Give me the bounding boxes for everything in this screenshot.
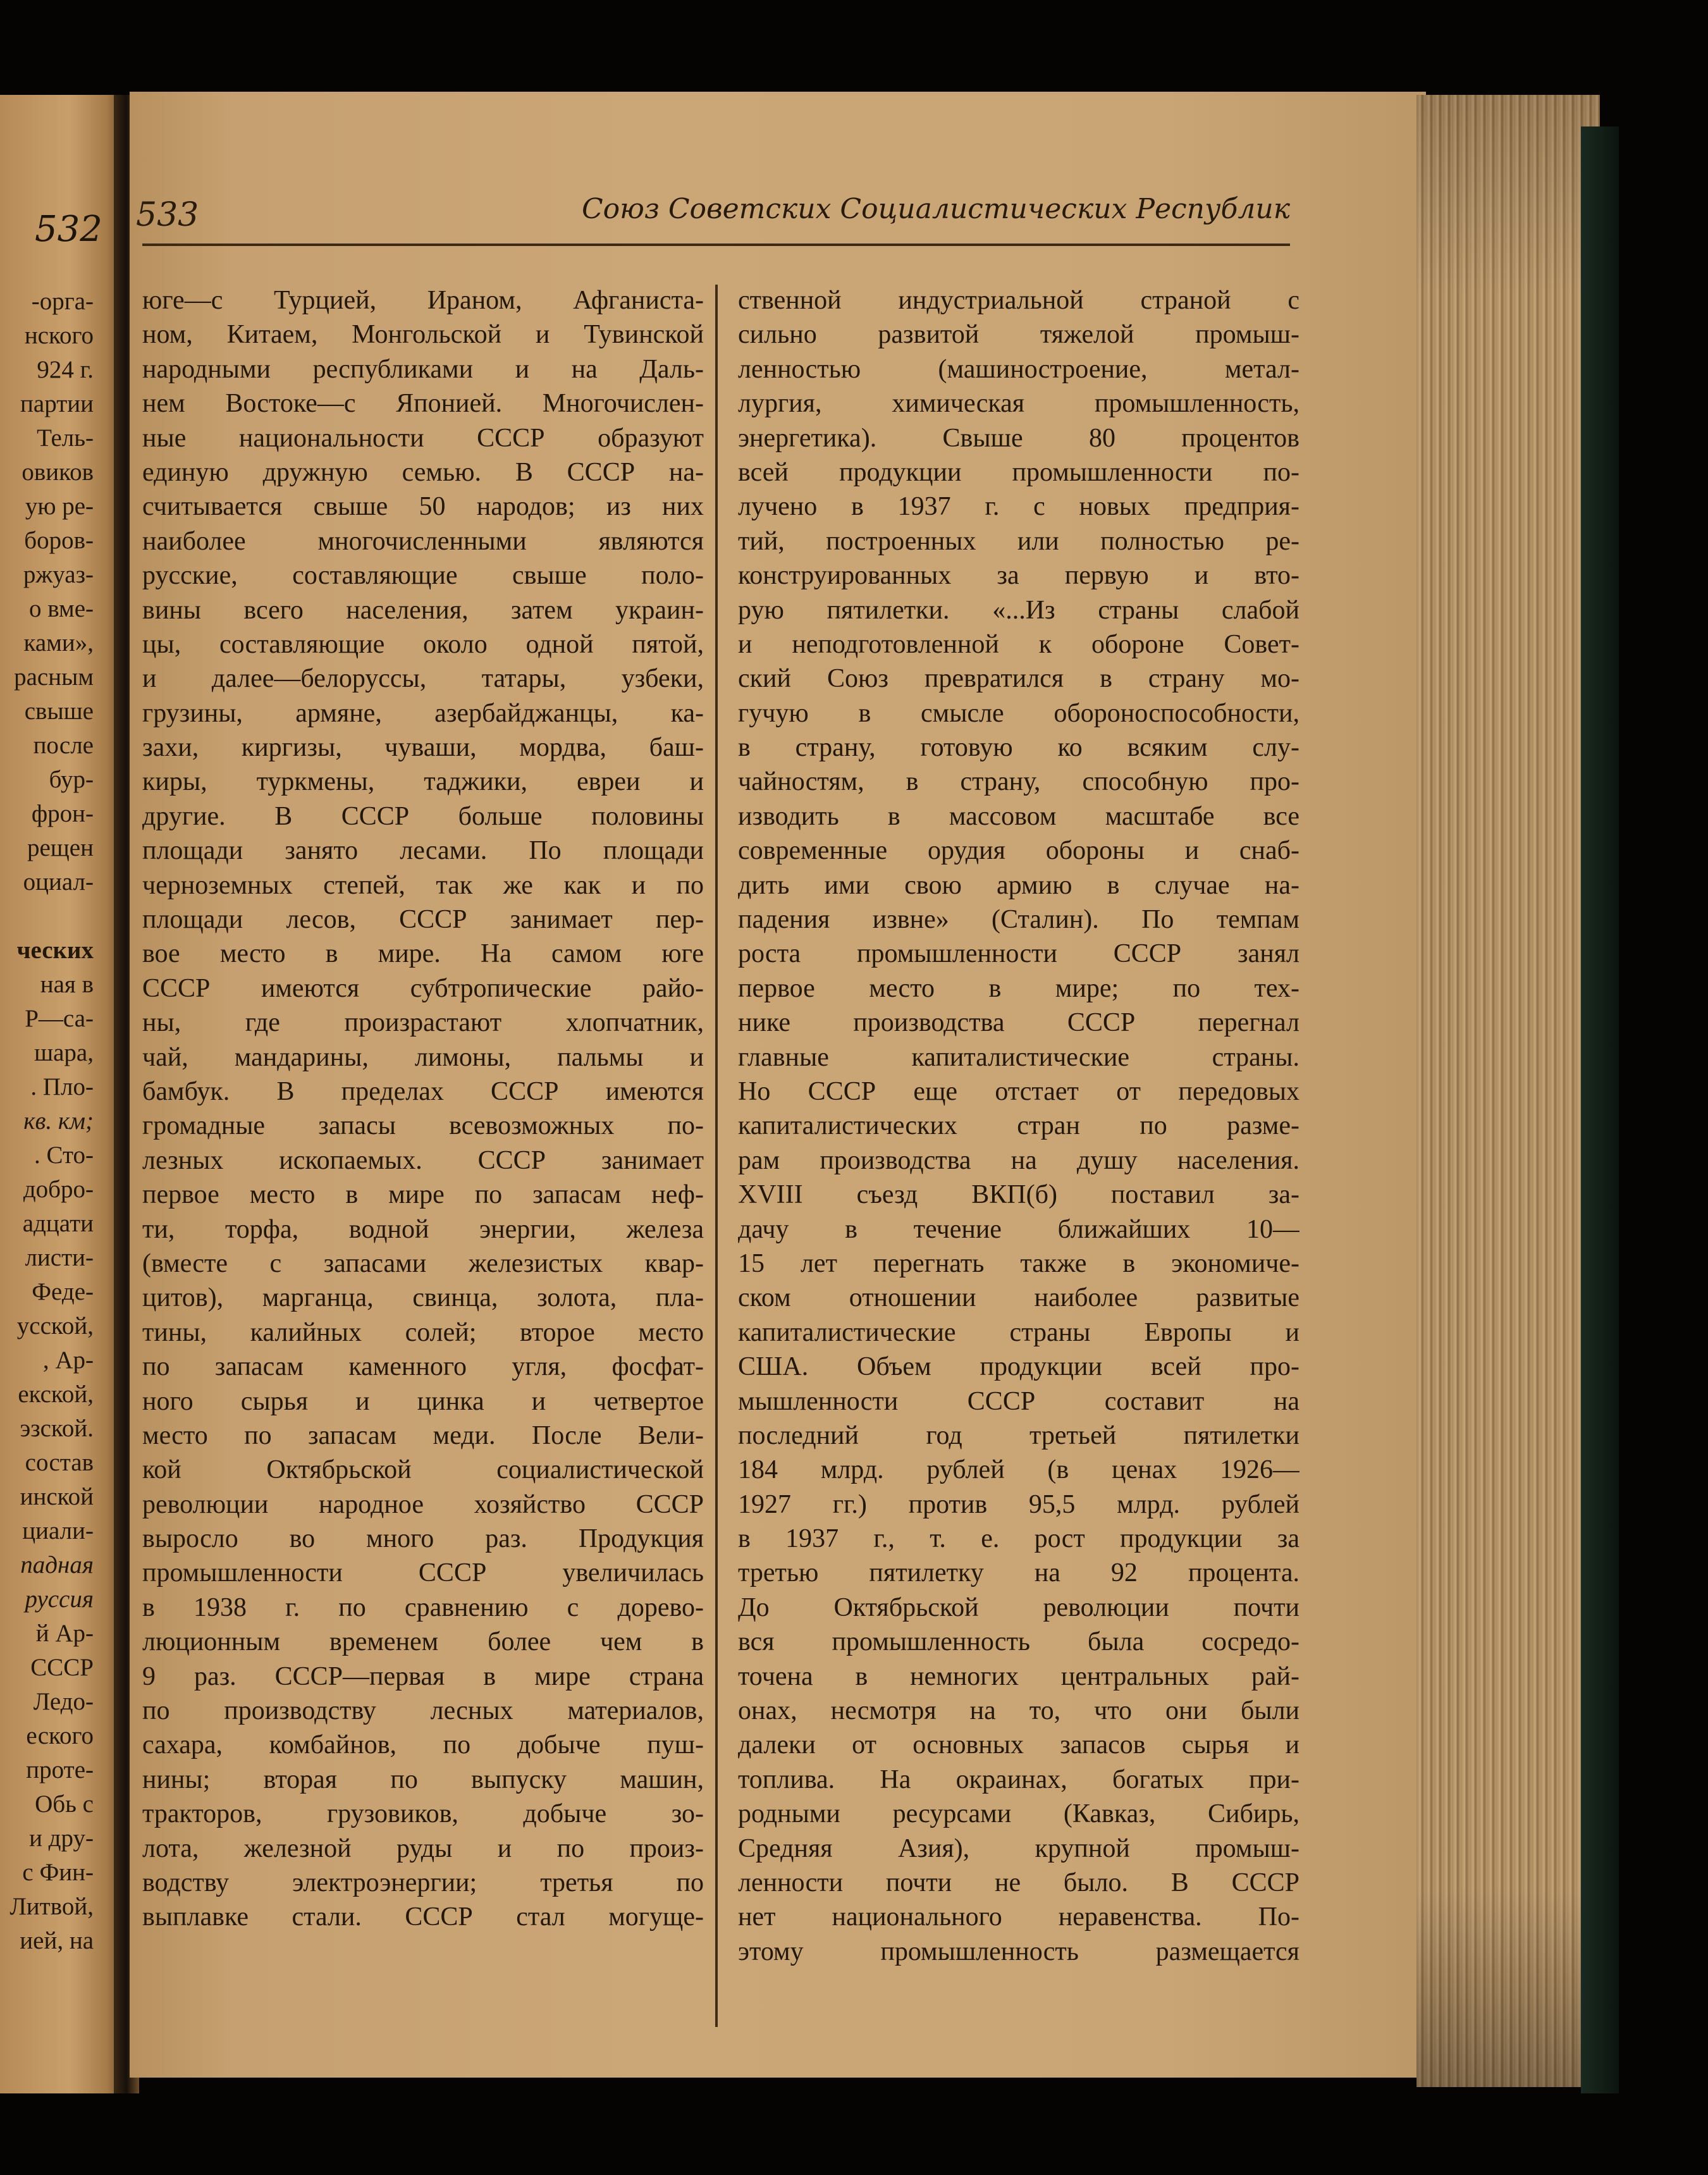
header-rule (142, 243, 1290, 246)
previous-page-line: и дру- (29, 1825, 94, 1852)
text-line: родными ресурсами (Кавказ, Сибирь, (738, 1799, 1299, 1829)
text-line: и далее—белоруссы, татары, узбеки, (142, 664, 704, 694)
text-line: этому промышленность размещается (738, 1937, 1299, 1966)
previous-page-line: руссия (25, 1586, 94, 1613)
previous-page-line: кв. км; (23, 1107, 94, 1135)
previous-page-line: оциал- (23, 868, 94, 896)
text-line: США. Объем продукции всей про- (738, 1352, 1299, 1382)
text-line: революции народное хозяйство СССР (142, 1489, 704, 1519)
text-line: XVIII съезд ВКП(б) поставил за- (738, 1180, 1299, 1210)
previous-page-line: циали- (22, 1517, 94, 1544)
text-line: вся промышленность была сосредо- (738, 1627, 1299, 1657)
previous-page-line: СССР (30, 1654, 94, 1681)
previous-page-line: . Пло- (30, 1073, 94, 1100)
text-line: гучую в смысле обороноспособности, (738, 698, 1299, 728)
text-line: бамбук. В пределах СССР имеются (142, 1076, 704, 1106)
text-line: СССР имеются субтропические райо- (142, 973, 704, 1003)
text-line: выплавке стали. СССР стал могуще- (142, 1902, 704, 1932)
text-line: люционным временем более чем в (142, 1627, 704, 1657)
text-line: народными республиками и на Даль- (142, 354, 704, 384)
running-title: Союз Советских Социалистических Республик (581, 193, 1290, 225)
text-line: ного сырья и цинка и четвертое (142, 1386, 704, 1416)
text-line: наиболее многочисленными являются (142, 526, 704, 556)
text-line: цитов), марганца, свинца, золота, пла- (142, 1283, 704, 1313)
previous-page-line: Ледо- (33, 1688, 94, 1715)
text-line: всей продукции промышленности по- (738, 457, 1299, 487)
text-line: нет национального неравенства. По- (738, 1902, 1299, 1932)
text-line: рам производства на душу населения. (738, 1145, 1299, 1175)
text-line: место по запасам меди. После Вели- (142, 1420, 704, 1450)
text-line: в страну, готовую ко всяким слу- (738, 733, 1299, 763)
previous-page-line: рещен (27, 834, 94, 861)
text-line: и неподготовленной к обороне Совет- (738, 629, 1299, 659)
text-line: лезных ископаемых. СССР занимает (142, 1145, 704, 1175)
text-line: тий, построенных или полностью ре- (738, 526, 1299, 556)
text-line: Средняя Азия), крупной промыш- (738, 1833, 1299, 1863)
book-page (130, 92, 1426, 2078)
previous-page-line: шара, (34, 1039, 94, 1066)
text-line: русские, составляющие свыше поло- (142, 561, 704, 591)
text-line: ти, торфа, водной энергии, железа (142, 1214, 704, 1244)
previous-page-line: свыше (24, 698, 94, 725)
previous-page-line: ржуаз- (23, 561, 94, 588)
text-line: выросло во много раз. Продукция (142, 1524, 704, 1554)
text-line: падения извне» (Сталин). По темпам (738, 905, 1299, 935)
text-line: площади занято лесами. По площади (142, 836, 704, 866)
text-line: дачу в течение ближайших 10— (738, 1214, 1299, 1244)
text-line: капиталистические страны Европы и (738, 1317, 1299, 1347)
text-line: ском отношении наиболее развитые (738, 1283, 1299, 1313)
text-line: захи, киргизы, чуваши, мордва, баш- (142, 733, 704, 763)
text-line: чайностям, в страну, способную про- (738, 767, 1299, 797)
text-line: 9 раз. СССР—первая в мире страна (142, 1661, 704, 1691)
text-line: сильно развитой тяжелой промыш- (738, 320, 1299, 350)
previous-page-line: падная (20, 1551, 94, 1579)
text-line: цы, составляющие около одной пятой, (142, 629, 704, 659)
book-cover-edge (1581, 126, 1619, 2093)
previous-page-text (0, 285, 94, 1958)
text-line: юге—с Турцией, Ираном, Афганиста- (142, 286, 704, 315)
previous-page-line: овиков (22, 459, 94, 486)
previous-page-line: . Сто- (34, 1142, 94, 1169)
previous-page-line: й Ар- (35, 1620, 94, 1647)
previous-page-line: партии (20, 390, 94, 417)
text-line: сахара, комбайнов, по добыче пуш- (142, 1730, 704, 1760)
previous-page-line: нского (24, 322, 94, 349)
previous-page-line: Р—са- (25, 1005, 94, 1032)
text-column-right (738, 283, 1299, 1969)
text-line: лургия, химическая промышленность, (738, 389, 1299, 419)
previous-page-line (0, 899, 94, 933)
previous-page-line: фрон- (31, 800, 94, 827)
text-line: топлива. На окраинах, богатых при- (738, 1765, 1299, 1794)
previous-page-line: ками», (23, 629, 94, 656)
text-line: первое место в мире по запасам неф- (142, 1180, 704, 1210)
previous-page-line: Литвой, (9, 1893, 94, 1920)
previous-page-number: 532 (35, 209, 102, 250)
text-line: далеки от основных запасов сырья и (738, 1730, 1299, 1760)
previous-page-line: состав (25, 1449, 94, 1476)
text-line: первое место в мире; по тех- (738, 973, 1299, 1003)
previous-page-line: -орга- (31, 288, 94, 315)
text-line: черноземных степей, так же как и по (142, 870, 704, 900)
previous-page-line: эзской. (20, 1415, 94, 1442)
text-line: в 1937 г., т. е. рост продукции за (738, 1524, 1299, 1554)
text-line: по запасам каменного угля, фосфат- (142, 1352, 704, 1382)
text-line: 15 лет перегнать также в экономиче- (738, 1248, 1299, 1278)
previous-page-line: Феде- (32, 1278, 94, 1305)
text-line: энергетика). Свыше 80 процентов (738, 423, 1299, 453)
text-line: промышленности СССР увеличилась (142, 1558, 704, 1588)
text-line: кой Октябрьской социалистической (142, 1455, 704, 1485)
text-line: громадные запасы всевозможных по- (142, 1111, 704, 1141)
text-line: ные национальности СССР образуют (142, 423, 704, 453)
previous-page-line: добро- (23, 1176, 94, 1203)
page-number: 533 (136, 196, 199, 234)
text-line: единую дружную семью. В СССР на- (142, 457, 704, 487)
text-line: тины, калийных солей; второе место (142, 1317, 704, 1347)
previous-page-line: после (33, 732, 94, 759)
text-line: капиталистических стран по разме- (738, 1111, 1299, 1141)
text-line: нике производства СССР перегнал (738, 1008, 1299, 1038)
text-line: третью пятилетку на 92 процента. (738, 1558, 1299, 1588)
previous-page-line: о вме- (29, 595, 94, 622)
text-line: ленности почти не было. В СССР (738, 1868, 1299, 1897)
previous-page-line: с Фин- (22, 1859, 94, 1886)
previous-page-line: , Ар- (42, 1346, 94, 1374)
text-line: тракторов, грузовиков, добыче зо- (142, 1799, 704, 1829)
previous-page-line: екской, (18, 1381, 94, 1408)
text-line: последний год третьей пятилетки (738, 1420, 1299, 1450)
previous-page-line: ческих (16, 937, 94, 964)
text-line: конструированных за первую и вто- (738, 561, 1299, 591)
text-line: роста промышленности СССР занял (738, 939, 1299, 969)
previous-page-fragment (0, 95, 126, 2093)
text-line: главные капиталистические страны. (738, 1042, 1299, 1072)
previous-page-line: адцати (22, 1210, 94, 1237)
column-divider (715, 285, 718, 2027)
text-line: (вместе с запасами железистых квар- (142, 1248, 704, 1278)
text-line: грузины, армяне, азербайджанцы, ка- (142, 698, 704, 728)
previous-page-line: проте- (26, 1756, 94, 1784)
text-line: 1927 гг.) против 95,5 млрд. рублей (738, 1489, 1299, 1519)
text-line: лота, железной руды и по произ- (142, 1833, 704, 1863)
page-block-shadow (1416, 95, 1600, 2087)
previous-page-line: ная в (40, 971, 94, 998)
previous-page-line: бур- (49, 766, 94, 793)
text-line: современные орудия обороны и снаб- (738, 836, 1299, 866)
text-line: мышленности СССР составит на (738, 1386, 1299, 1416)
text-line: ственной индустриальной страной с (738, 286, 1299, 315)
previous-page-line: ией, на (20, 1927, 94, 1954)
text-line: изводить в массовом масштабе все (738, 801, 1299, 831)
text-line: чай, мандарины, лимоны, пальмы и (142, 1042, 704, 1072)
previous-page-line: Обь с (35, 1790, 94, 1818)
text-line: в 1938 г. по сравнению с дорево- (142, 1593, 704, 1622)
previous-page-line: 924 г. (37, 356, 94, 383)
previous-page-line: боров- (24, 527, 94, 554)
text-line: нем Востоке—с Японией. Многочислен- (142, 389, 704, 419)
text-line: точена в немногих центральных рай- (738, 1661, 1299, 1691)
text-column-left (142, 283, 704, 1935)
text-line: онах, несмотря на то, что они были (738, 1696, 1299, 1726)
previous-page-line: расным (14, 663, 94, 691)
text-line: площади лесов, СССР занимает пер- (142, 905, 704, 935)
previous-page-line: листи- (25, 1244, 94, 1271)
previous-page-line: еского (26, 1722, 94, 1749)
text-line: вое место в мире. На самом юге (142, 939, 704, 969)
text-line: ский Союз превратился в страну мо- (738, 664, 1299, 694)
previous-page-line: ую ре- (25, 493, 94, 520)
text-line: До Октябрьской революции почти (738, 1593, 1299, 1622)
text-line: ленностью (машиностроение, метал- (738, 354, 1299, 384)
text-line: другие. В СССР больше половины (142, 801, 704, 831)
text-line: 184 млрд. рублей (в ценах 1926— (738, 1455, 1299, 1485)
text-line: дить ими свою армию в случае на- (738, 870, 1299, 900)
text-line: водству электроэнергии; третья по (142, 1868, 704, 1897)
text-line: лучено в 1937 г. с новых предприя- (738, 492, 1299, 522)
previous-page-line: Тель- (37, 424, 94, 452)
text-line: нины; вторая по выпуску машин, (142, 1765, 704, 1794)
text-line: по производству лесных материалов, (142, 1696, 704, 1726)
text-line: киры, туркмены, таджики, евреи и (142, 767, 704, 797)
text-line: ны, где произрастают хлопчатник, (142, 1008, 704, 1038)
text-line: ном, Китаем, Монгольской и Тувинской (142, 320, 704, 350)
text-line: вины всего населения, затем украин- (142, 595, 704, 625)
text-line: считывается свыше 50 народов; из них (142, 492, 704, 522)
text-line: рую пятилетки. «...Из страны слабой (738, 595, 1299, 625)
text-line: Но СССР еще отстает от передовых (738, 1076, 1299, 1106)
previous-page-line: усской, (16, 1312, 94, 1340)
previous-page-line: инской (20, 1483, 94, 1510)
